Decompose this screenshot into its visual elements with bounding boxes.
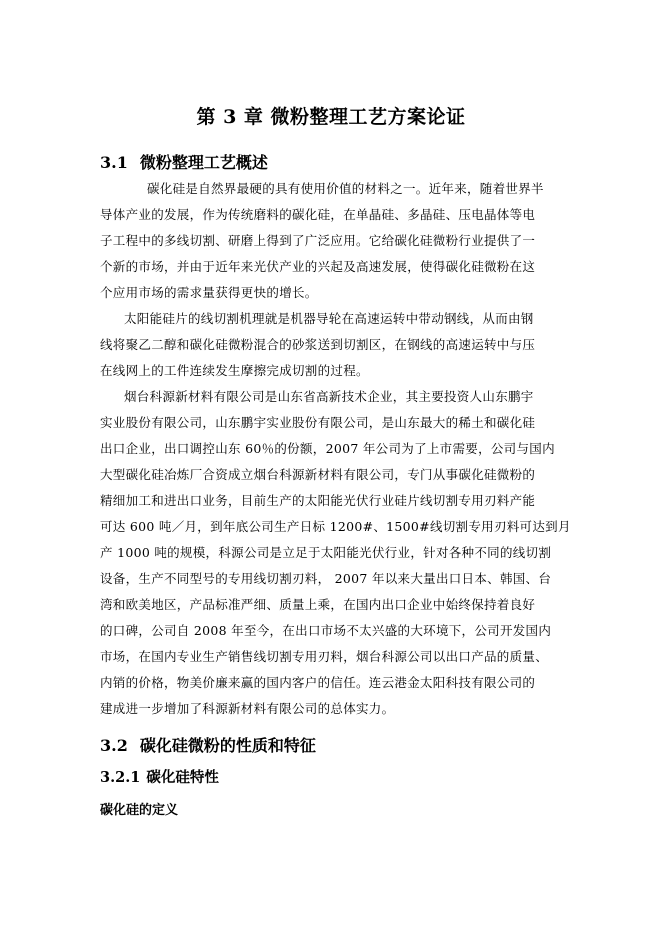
paragraph-line: 出口企业，出口调控山东 60％的份额，2007 年公司为了上市需要，公司与国内 xyxy=(100,441,555,456)
section-number: 3.2 xyxy=(100,736,128,755)
paragraph-line: 子工程中的多线切割、研磨上得到了广泛应用。它给碳化硅微粉行业提供了一 xyxy=(100,233,536,248)
paragraph-line: 太阳能硅片的线切割机理就是机器导轮在高速运转中带动钢线，从而由钢 xyxy=(124,311,534,326)
chapter-title: 第 3 章 微粉整理工艺方案论证 xyxy=(196,106,466,128)
subsection-number: 3.2.1 xyxy=(100,769,141,786)
paragraph-line: 烟台科源新材料有限公司是山东省高新技术企业，其主要投资人山东鹏宇 xyxy=(124,389,534,404)
paragraph-line: 个应用市场的需求量获得更快的增长。 xyxy=(100,285,318,300)
paragraph-line: 大型碳化硅冶炼厂合资成立烟台科源新材料有限公司，专门从事碳化硅微粉的 xyxy=(100,467,536,482)
paragraph-line: 个新的市场，并由于近年来光伏产业的兴起及高速发展，使得碳化硅微粉在这 xyxy=(100,259,536,274)
paragraph-line: 碳化硅是自然界最硬的具有使用价值的材料之一。近年来，随着世界半 xyxy=(147,181,544,196)
section-title: 微粉整理工艺概述 xyxy=(139,153,268,172)
paragraph-line: 湾和欧美地区，产品标准严细、质量上乘，在国内出口企业中始终保持着良好 xyxy=(100,597,536,612)
paragraph-line: 线将聚乙二醇和碳化硅微粉混合的砂浆送到切割区，在钢线的高速运转中与压 xyxy=(100,337,536,352)
paragraph-line: 在线网上的工件连续发生摩擦完成切割的过程。 xyxy=(100,363,369,378)
paragraph-line: 设备，生产不同型号的专用线切割刃料， 2007 年以来大量出口日本、韩国、台 xyxy=(100,571,552,586)
section-number: 3.1 xyxy=(100,153,128,172)
paragraph-line: 市场，在国内专业生产销售线切割专用刃料，烟台科源公司以出口产品的质量、 xyxy=(100,649,549,664)
subsection-heading-3-2-1 xyxy=(100,766,219,787)
paragraph-line: 实业股份有限公司，山东鹏宇实业股份有限公司，是山东最大的稀土和碳化硅 xyxy=(100,415,536,430)
paragraph-line: 产 1000 吨的规模，科源公司是立足于太阳能光伏行业，针对各种不同的线切割 xyxy=(100,545,552,560)
paragraph-line: 导体产业的发展，作为传统磨料的碳化硅，在单晶硅、多晶硅、压电晶体等电 xyxy=(100,207,536,222)
section-heading-3-2 xyxy=(100,733,316,756)
subsection-title: 碳化硅特性 xyxy=(146,769,219,786)
paragraph-line: 建成进一步增加了科源新材料有限公司的总体实力。 xyxy=(100,701,395,716)
paragraph-line: 的口碑，公司自 2008 年至今，在出口市场不太兴盛的大环境下，公司开发国内 xyxy=(100,623,552,638)
section-title: 碳化硅微粉的性质和特征 xyxy=(139,736,316,755)
section-heading-3-1 xyxy=(100,150,268,173)
paragraph-line: 精细加工和进出口业务，目前生产的太阳能光伏行业硅片线切割专用刃料产能 xyxy=(100,493,536,508)
definition-heading: 碳化硅的定义 xyxy=(100,803,179,818)
paragraph-line: 可达 600 吨／月，到年底公司生产日标 1200#、1500#线切割专用刃料可达到月 xyxy=(100,519,571,534)
paragraph-line: 内销的价格，物美价廉来赢的国内客户的信任。连云港金太阳科技有限公司的 xyxy=(100,675,536,690)
